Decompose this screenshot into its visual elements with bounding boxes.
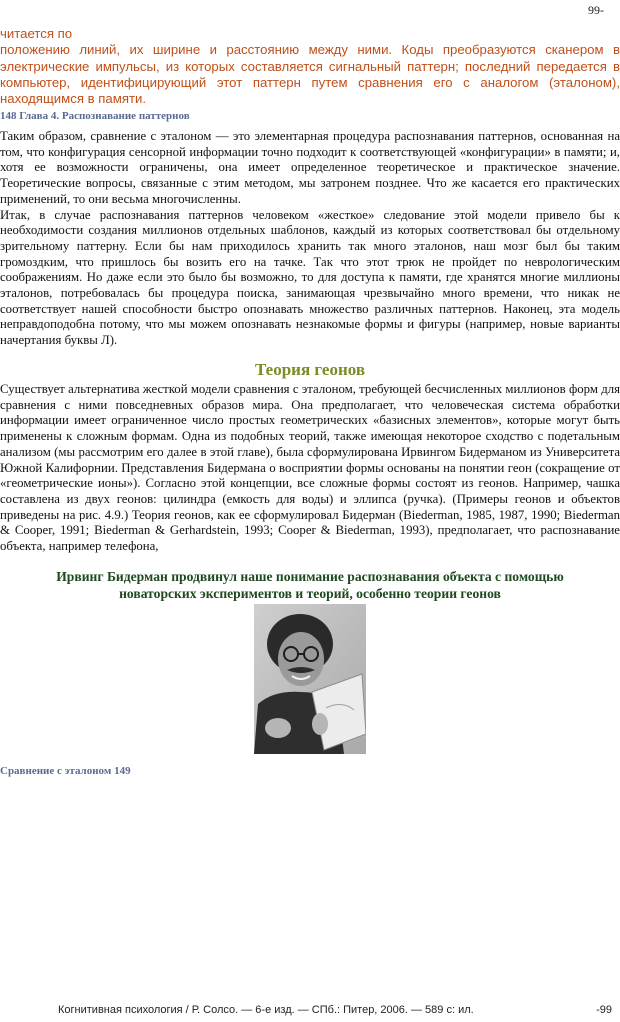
footer-citation: Когнитивная психология / Р. Солсо. — 6-е изд. — СПб.: Питер, 2006. — 589 с: ил. [58, 1004, 474, 1016]
page-number-top: 99- [588, 3, 604, 17]
body-section-geons [0, 382, 620, 555]
paragraph: Существует альтернатива жесткой модели сравнения с эталоном, требующей бесчисленных миллионов форм для сравнения с ними повседневных образов мира. Она предполагает, что человеческая система обработки информации имеет ограниченное число простых геометрических «базисных элементов», которые могут быть применены к сложным формам. Одна из подобных теорий, также имеющая некоторое сходство с подетальным анализом (мы рассмотрим его далее в этой главе), была сформулирована Ирвингом Бидерманом из Университета Южной Калифорнии. Представления Бидермана о восприятии формы основаны на понятии геон (сокращение от «геометрические ионы»). Согласно этой концепции, все сложные формы состоят из геонов. Например, чашка составлена из двух геонов: цилиндра (емкость для воды) и эллипса (ручка). (Примеры геонов и объектов приведены на рис. 4.9.) Теория геонов, как ее сформулировал Бидерман (Biederman, 1985, 1987, 1990; Biederman & Cooper, 1991; Biederman & Gerhardstein, 1993; Cooper & Biederman, 1993), предполагает, что распознавание объекта, например телефона, [0, 382, 620, 554]
intro-paragraph: положению линий, их ширине и расстоянию между ними. Коды преобразуются сканером в электрические импульсы, из которых составляется сигнальный паттерн; последний передается в компьютер, идентифицирующий этот паттерн путем сравнения его с аналогом (эталоном), находящимся в памяти. [0, 42, 620, 107]
caption-line: новаторских экспериментов и теорий, особенно теории геонов [119, 586, 501, 601]
portrait-illustration [254, 604, 366, 754]
portrait-photo [254, 604, 366, 754]
running-header-chapter: 148 Глава 4. Распознавание паттернов [0, 110, 190, 122]
running-header-section: Сравнение с эталоном 149 [0, 765, 131, 777]
paragraph: Итак, в случае распознавания паттернов человеком «жесткое» следование этой модели привело бы к необходимости создания миллионов отдельных шаблонов, каждый из которых соответствовал бы отдельному зрительному паттерну. Если бы нам приходилось хранить так много эталонов, наш мозг был бы таким громоздким, что пришлось бы возить его на тачке. Так что этот трюк не пройдет по неврологическим соображениям. Но даже если это было бы возможно, то для доступа к памяти, где хранятся многие миллионы эталонов, потребовалась бы процедура поиска, занимающая чрезвычайно много времени, что никак не соответствует нашей способности быстро опознавать множество различных паттернов. Наконец, эта модель неправдоподобна потому, что мы можем опознавать незнакомые формы и фигуры (например, новые варианты начертания буквы Л). [0, 207, 620, 348]
figure-caption [0, 568, 620, 602]
intro-excerpt [0, 26, 620, 107]
footer-page-number: -99 [596, 1004, 612, 1016]
caption-line: Ирвинг Бидерман продвинул наше понимание распознавания объекта с помощью [56, 569, 564, 584]
paragraph: Таким образом, сравнение с эталоном — это элементарная процедура распознавания паттернов, основанная на том, что конфигурация сенсорной информации точно подходит к соответствующей «конфигурации» в памяти; и, хотя ее возможности ограничены, она имеет определенное теоретическое и практическое значение. Теоретические вопросы, связанные с этим методом, мы затронем позднее. Что же касается его практических применений, то они весьма многочисленны. [0, 129, 620, 206]
intro-line: читается по [0, 26, 73, 41]
section-title: Теория геонов [254, 360, 366, 379]
body-section-templates [0, 129, 620, 349]
